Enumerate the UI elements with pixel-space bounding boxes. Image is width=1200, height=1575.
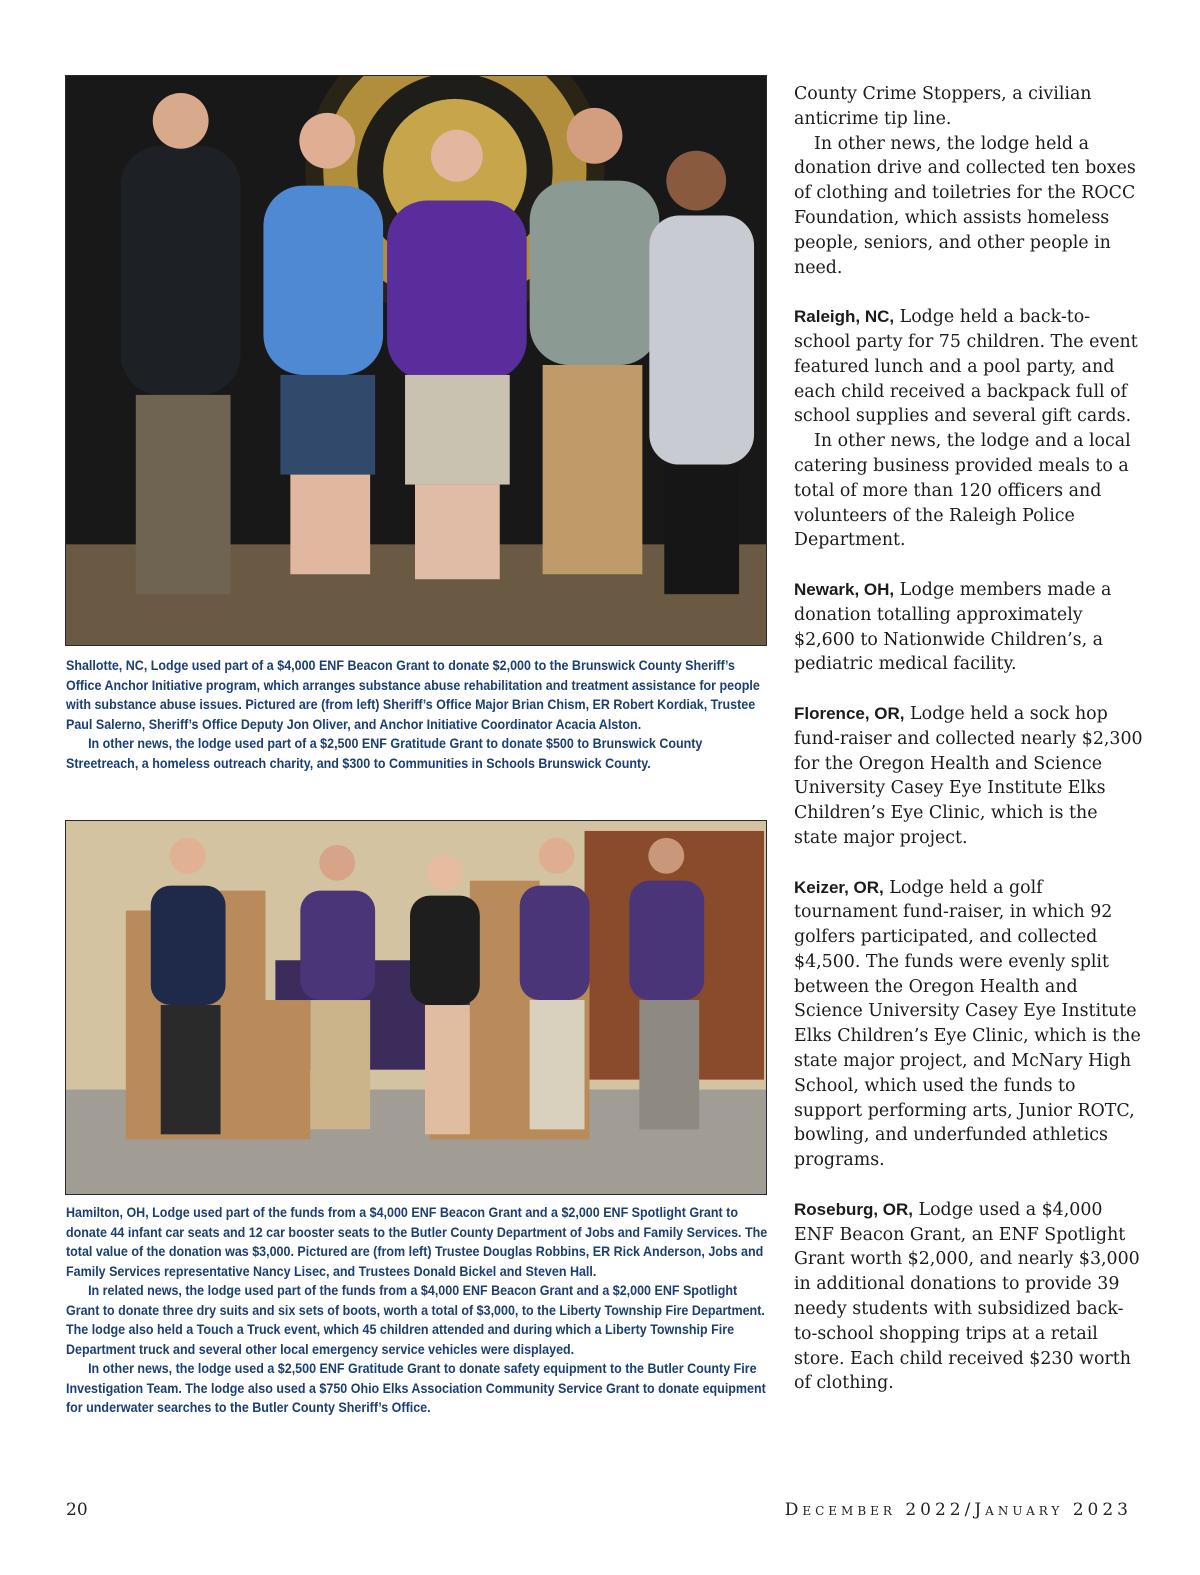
place-name: Hamilton, OH, — [66, 1205, 149, 1220]
issue-date: December 2022/January 2023 — [784, 1500, 1132, 1520]
paragraph-raleigh — [794, 305, 1144, 429]
caption-shallotte — [66, 656, 768, 773]
paragraph-text: Lodge held a sock hop fund-raiser and collected nearly $2,300 for the Oregon Health and Science University Casey Eye Institute Elks Children’s Eye Clinic, which is the state major project. — [794, 703, 1143, 848]
paragraph: In other news, the lodge held a donation drive and collected ten boxes of clothing and toiletries for the ROCC Foundation, which assists homeless people, seniors, and other people in need. — [794, 133, 1136, 278]
place-name: Shallotte, NC, — [66, 658, 148, 673]
paragraph-text: Lodge members made a donation totalling approximately $2,600 to Nationwide Children’s, a pediatric medical facility. — [794, 579, 1112, 675]
caption-text: Lodge used part of the funds from a $4,000 ENF Beacon Grant and a $2,000 ENF Spotlight Grant to donate 44 infant car seats and 12 car booster seats to the Butler County Department of Jobs and Family Services. The total value of the donation was $3,000. Pictured are (from left) Trustee Douglas Robbins, ER Rick Anderson, Jobs and Family Services representative Nancy Lisec, and Trustees Donald Bickel and Steven Hall. — [66, 1205, 768, 1279]
caption-text: In other news, the lodge used part of a $2,500 ENF Gratitude Grant to donate $500 to Brunswick County Streetreach, a homeless outreach charity, and $300 to Communities in Schools Brunswick County. — [66, 736, 703, 771]
caption-hamilton — [66, 1203, 768, 1418]
news-column — [794, 82, 1144, 1396]
paragraph: County Crime Stoppers, a civilian anticrime tip line. — [794, 84, 1092, 129]
photo-shallotte-image — [66, 76, 766, 645]
paragraph-roseburg — [794, 1198, 1144, 1396]
page-number: 20 — [66, 1500, 88, 1520]
place-name: Raleigh, NC, — [794, 307, 895, 327]
caption-text: Lodge used part of a $4,000 ENF Beacon Grant to donate $2,000 to the Brunswick County Sheriff’s Office Anchor Initiative program, which arranges substance abuse rehabilitation and treatment assistance for people with substance abuse issues. Pictured are (from left) Sheriff’s Office Major Brian Chism, ER Robert Kordiak, Trustee Paul Salerno, Sheriff’s Office Deputy Jon Oliver, and Anchor Initiative Coordinator Acacia Alston. — [66, 658, 760, 732]
photo-hamilton-image — [66, 821, 766, 1194]
paragraph-text: Lodge held a back-to-school party for 75 children. The event featured lunch and a pool party, and each child received a backpack full of school supplies and several gift cards. — [794, 307, 1138, 427]
place-name: Newark, OH, — [794, 579, 895, 599]
paragraph-keizer — [794, 876, 1144, 1174]
photo-hamilton-group — [65, 820, 767, 1195]
place-name: Roseburg, OR, — [794, 1199, 914, 1219]
place-name: Florence, OR, — [794, 703, 905, 723]
caption-text: In related news, the lodge used part of the funds from a $4,000 ENF Beacon Grant and a $2,000 ENF Spotlight Grant to donate three dry suits and six sets of boots, worth a total of $3,000, to the Liberty Township Fire Department. The lodge also held a Touch a Truck event, which 45 children attended and during which a Liberty Township Fire Department truck and several other local emergency service vehicles were displayed. — [66, 1283, 765, 1357]
paragraph-florence — [794, 702, 1144, 851]
caption-text: In other news, the lodge used a $2,500 ENF Gratitude Grant to donate safety equipment to the Butler County Fire Investigation Team. The lodge also used a $750 Ohio Elks Association Community Service Grant to donate equipment for underwater searches to the Butler County Sheriff’s Office. — [66, 1361, 766, 1415]
photo-shallotte-group — [65, 75, 767, 646]
place-name: Keizer, OR, — [794, 877, 884, 897]
paragraph-text: Lodge held a golf tournament fund-raiser, in which 92 golfers participated, and collected $4,500. The funds were evenly split between the Oregon Health and Science University Casey Eye Institute Elks Children’s Eye Clinic, which is the state major project, and McNary High School, which used the funds to support performing arts, Junior ROTC, bowling, and underfunded athletics programs. — [794, 877, 1141, 1171]
paragraph: In other news, the lodge and a local catering business provided meals to a total of more than 120 officers and volunteers of the Raleigh Police Department. — [794, 431, 1131, 551]
paragraph-newark — [794, 578, 1144, 677]
paragraph-text: Lodge used a $4,000 ENF Beacon Grant, an ENF Spotlight Grant worth $2,000, and nearly $3,000 in additional donations to provide 39 needy students with subsidized back-to-school shopping trips at a retail store. Each child received $230 worth of clothing. — [794, 1199, 1140, 1394]
